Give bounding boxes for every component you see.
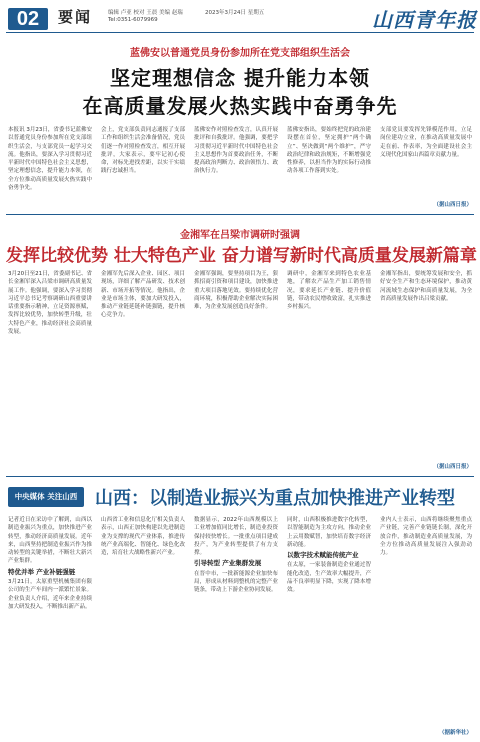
article3-col1b-text: 3月21日，太原重型机械集团有限公司的生产车间内一派繁忙景象。企业负责人介绍，近年来企业持续加大研发投入，不断推出新产品。: [8, 579, 92, 610]
article1-kicker: 蓝佛安以普通党员身份参加所在党支部组织生活会: [130, 48, 350, 59]
article3-subheading2: 引导转型 产业集群发展: [194, 559, 262, 568]
article1-col1: 本报讯 3月23日，省委书记蓝佛安以普通党员身份参加所在党支部组织生活会，与支部党员一起学习交流。他指出，要深入学习贯彻习近平新时代中国特色社会主义思想，坚定理想信念，提升能力本领，在全方位推动高质量发展火热实践中奋勇争先。: [8, 127, 92, 192]
article2-headline: 发挥比较优势 壮大特色产业 奋力谱写新时代高质量发展新篇章: [6, 246, 477, 266]
article3-subheading3: 以数字技术赋能传统产业: [287, 551, 359, 560]
editors-credit: 编辑 卢亚 校对 王晨 美编 赵瑞: [108, 10, 183, 16]
header-rule: [6, 32, 474, 33]
article3-col2: 山西省工业和信息化厅相关负责人表示，山西正加快构建以先进制造业为支撑的现代产业体系，推进传统产业高端化、智能化、绿色化改造，培育壮大战略性新兴产业。: [101, 517, 185, 557]
separator: [6, 214, 474, 215]
article2-col2: 金湘军先后深入企业、园区、项目现场，详细了解产品研发、技术创新、市场开拓等情况。他指出，企业是市场主体，要加大研发投入，推动产业链延链补链强链，提升核心竞争力。: [101, 271, 185, 319]
article3-subheading1: 特优并举 产业补链强链: [8, 567, 76, 576]
article3-col3-text: 数据显示，2022年山西规模以上工业增加值同比增长，制造业投资保持较快增长。一批重点项目建成投产，为产业转型提供了有力支撑。: [194, 517, 278, 557]
article1-headline-line2: 在高质量发展火热实践中奋勇争先: [82, 94, 398, 118]
article1-col2: 会上，党支部负责同志通报了支部工作和组织生活会准备情况，党员们逐一作对照检查发言，相互开展批评，大家表示，要牢记初心使命，对标先进找差距，以实干实绩践行忠诚担当。: [101, 127, 185, 175]
article1-source: （据山西日报）: [433, 202, 472, 208]
masthead: [0, 0, 480, 36]
article2-source: （据山西日报）: [433, 464, 472, 470]
article3-col5: 业内人士表示，山西将继续聚焦重点产业链，完善产业链链长制，深化开放合作，推动制造业高质量发展，为全方位推动高质量发展注入强劲动力。: [380, 517, 472, 557]
article2-kicker: 金湘军在吕梁市调研时强调: [180, 230, 300, 241]
article1-headline-line1: 坚定理想信念 提升能力本领: [110, 66, 370, 90]
article3-col4-text: 同时，山西积极推进数字化转型，以智能制造为主攻方向，推动企业上云用数赋智，加快培育数字经济新动能。: [287, 517, 371, 548]
separator: [6, 476, 474, 477]
article2-col3: 金湘军强调，要坚持项目为王，狠抓招商引资和项目建设，加快推进重大项目落地见效。要持续优化营商环境，积极帮助企业解决实际困难，为企业发展创造良好条件。: [194, 271, 278, 311]
article3-col3: [194, 516, 278, 736]
section-title: 要闻: [58, 8, 93, 26]
article2-col4: 调研中，金湘军来到特色农业基地，了解农产品生产加工销售情况，要求延长产业链、提升价值链，带动农民增收致富，扎实推进乡村振兴。: [287, 271, 371, 311]
article3-col3b-text: 在晋中市，一批新能源企业加快布局，形成从材料到整机的完整产业链条，带动上下游企业协同发展。: [194, 570, 278, 594]
article3-col1-text: 记者近日在采访中了解到，山西以制造业振兴为重点，加快推进产业转型，推动经济高质量发展。近年来，山西坚持把制造业振兴作为推动转型的关键举措，不断壮大新兴产业集群。: [8, 517, 92, 565]
article3-col1: [8, 516, 92, 736]
article1-col4: 蓝佛安指出，要始终把党的政治建设摆在首位，坚定拥护“两个确立”、坚决做到“两个维护”，严守政治纪律和政治规矩，不断增强党性修养，以担当作为的实际行动推动各项工作落到实处。: [287, 127, 371, 175]
article1-col3: 蓝佛安作对照检查发言，认真开展批评和自我批评。他强调，要把学习贯彻习近平新时代中国特色社会主义思想作为首要政治任务，不断提高政治判断力、政治领悟力、政治执行力。: [194, 127, 278, 175]
central-media-badge: 中央媒体 关注山西: [8, 487, 84, 507]
article3-source: （据新华社）: [438, 730, 472, 736]
article3-headline: 山西：以制造业振兴为重点加快推进产业转型: [95, 488, 455, 509]
article3-col4b-text: 在太原，一家装备制造企业通过智能化改造，生产效率大幅提升，产品不良率明显下降，实现了降本增效。: [287, 562, 371, 594]
article2-col1: 3月20日至21日，省委副书记、省长金湘军深入吕梁市调研高质量发展工作。他强调，要深入学习贯彻习近平总书记考察调研山西重要讲话重要指示精神，立足资源禀赋，发挥比较优势，加快转型升级，壮大特色产业，推动经济社会高质量发展。: [8, 271, 92, 336]
article3-col4: [287, 516, 371, 736]
publication-date: 2023年3月24日 星期五: [205, 10, 265, 16]
article2-col5: 金湘军指出，要统筹发展和安全，抓好安全生产和生态环境保护，推动黄河流域生态保护和高质量发展，为全省高质量发展作出吕梁贡献。: [380, 271, 472, 302]
article1-col5: 支部党员要发挥先锋模范作用，立足岗位建功立业，在推动高质量发展中走在前、作表率，为全面建设社会主义现代化国家山西篇章贡献力量。: [380, 127, 472, 158]
page-number: 02: [8, 8, 48, 30]
newspaper-logo: 山西青年报: [372, 8, 477, 32]
phone-number: Tel:0351-6079969: [108, 17, 158, 23]
